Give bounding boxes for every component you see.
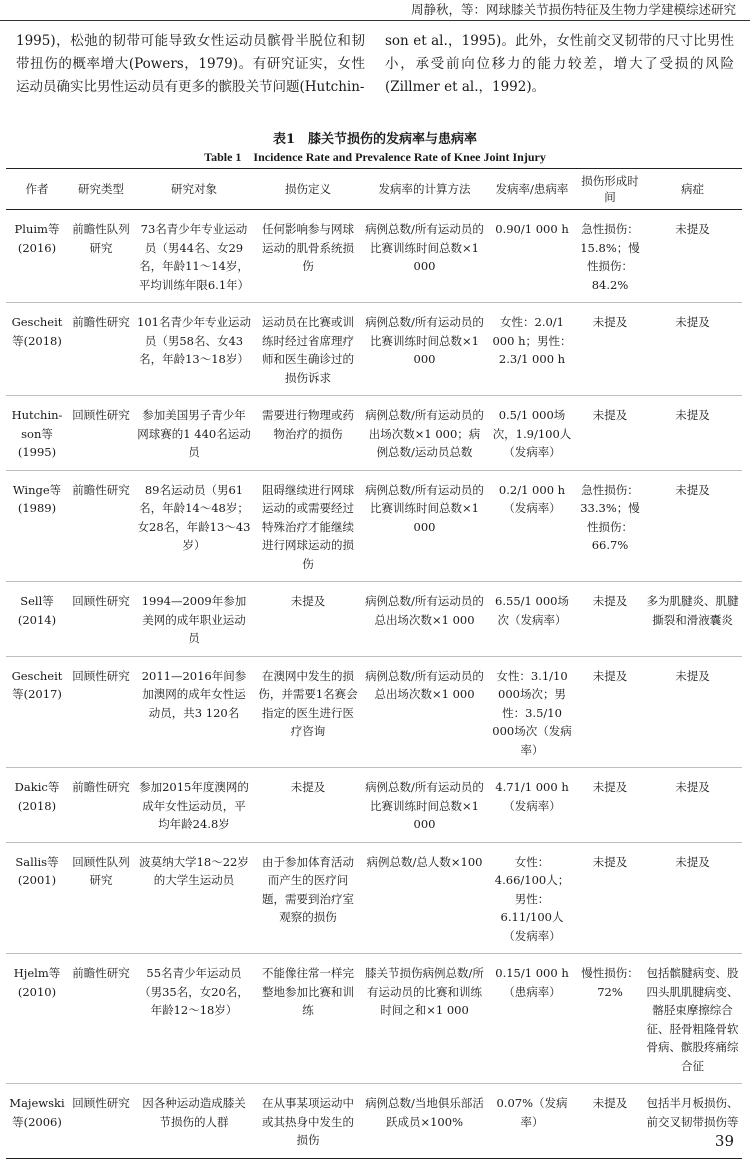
cell-condition: 未提及 xyxy=(643,470,742,582)
table-row xyxy=(6,954,742,1084)
running-header: 周静秋，等：网球膝关节损伤特征及生物力学建模综述研究 xyxy=(410,2,736,17)
cell-condition: 未提及 xyxy=(643,768,742,843)
cell-calculation-method: 病例总数/总人数×100 xyxy=(362,842,487,954)
cell-study-type: 回顾性研究 xyxy=(72,1096,130,1110)
cell-rate: 女性：3.1/10 000场次；男性：3.5/10 000场次（发病率） xyxy=(487,656,577,768)
cell-onset: 未提及 xyxy=(577,582,643,657)
cell-study-type: 回顾性研究 xyxy=(68,396,134,471)
cell-calculation-method: 病例总数/所有运动员的出场次数×1 000；病例总数/运动员总数 xyxy=(362,396,487,471)
cell-injury-definition: 在澳网中发生的损伤，并需要1名赛会指定的医生进行医疗咨询 xyxy=(254,656,362,768)
table-row xyxy=(6,303,742,396)
cell-calculation-method: 膝关节损伤病例总数/所有运动员的比赛和训练时间之和×1 000 xyxy=(362,954,487,1084)
cell-author: Hjelm等(2010) xyxy=(6,954,68,1084)
cell-rate: 4.71/1 000 h（发病率） xyxy=(487,768,577,843)
cell-calculation-method: 病例总数/所有运动员的比赛训练时间总数×1 000 xyxy=(362,768,487,843)
cell-author: Majewski等(2006) xyxy=(9,1096,65,1129)
cell-subjects: 因各种运动造成膝关节损伤的人群 xyxy=(142,1096,246,1129)
header-injury-definition: 损伤定义 xyxy=(254,169,362,210)
header-condition: 病症 xyxy=(643,169,742,210)
cell-study-type: 前瞻性研究 xyxy=(68,303,134,396)
cell-subjects: 73名青少年专业运动员（男44名、女29名，年龄11～14岁，平均训练年限6.1年） xyxy=(134,210,254,303)
header-author: 作者 xyxy=(6,169,68,210)
cell-calculation-method: 病例总数/所有运动员的比赛训练时间总数×1 000 xyxy=(362,210,487,303)
table-row xyxy=(6,582,742,657)
cell-rate: 6.55/1 000场次（发病率） xyxy=(487,582,577,657)
cell-condition: 未提及 xyxy=(643,303,742,396)
cell-subjects: 2011—2016年间参加澳网的成年女性运动员，共3 120名 xyxy=(134,656,254,768)
cell-rate: 0.5/1 000场次，1.9/100人（发病率） xyxy=(487,396,577,471)
cell-condition: 包括髌腱病变、股四头肌肌腱病变、髂胫束摩擦综合征、胫骨粗隆骨软骨病、髌股疼痛综合征 xyxy=(643,954,742,1084)
cell-injury-definition: 阻碍继续进行网球运动的或需要经过特殊治疗才能继续进行网球运动的损伤 xyxy=(254,470,362,582)
cell-onset: 未提及 xyxy=(577,768,643,843)
table-header-row xyxy=(6,169,742,210)
cell-calculation-method: 病例总数/所有运动员的比赛训练时间总数×1 000 xyxy=(362,303,487,396)
cell-author: Gescheit等(2018) xyxy=(6,303,68,396)
cell-subjects: 55名青少年运动员（男35名，女20名，年龄12～18岁） xyxy=(134,954,254,1084)
header-rate: 发病率/患病率 xyxy=(487,169,577,210)
cell-rate: 0.90/1 000 h xyxy=(487,210,577,303)
cell-onset: 慢性损伤：72% xyxy=(577,954,643,1084)
cell-onset: 未提及 xyxy=(577,396,643,471)
cell-subjects: 参加美国男子青少年网球赛的1 440名运动员 xyxy=(134,396,254,471)
cell-condition: 未提及 xyxy=(643,396,742,471)
cell-study-type: 前瞻性研究 xyxy=(68,768,134,843)
cell-injury-definition: 需要进行物理或药物治疗的损伤 xyxy=(254,396,362,471)
table-body xyxy=(6,210,742,1159)
cell-study-type: 回顾性研究 xyxy=(68,582,134,657)
table-row xyxy=(6,210,742,303)
cell-author: Gescheit等(2017) xyxy=(6,656,68,768)
cell-condition: 多为肌腱炎、肌腱撕裂和滑液囊炎 xyxy=(643,582,742,657)
cell-condition: 未提及 xyxy=(643,210,742,303)
cell-study-type: 前瞻性研究 xyxy=(68,954,134,1084)
cell-author: Pluim等(2016) xyxy=(6,210,68,303)
cell-calculation-method: 病例总数/所有运动员的比赛训练时间总数×1 000 xyxy=(362,470,487,582)
header-calculation-method: 发病率的计算方法 xyxy=(362,169,487,210)
table-title-en: Table 1 Incidence Rate and Prevalence Rate of Knee Joint Injury xyxy=(204,150,546,164)
cell-injury-definition: 在从事某项运动中或其热身中发生的损伤 xyxy=(262,1096,354,1147)
cell-author: Hutchin-son等(1995) xyxy=(6,396,68,471)
cell-onset: 急性损伤：15.8%；慢性损伤：84.2% xyxy=(577,210,643,303)
cell-rate: 女性：4.66/100人；男性：6.11/100人（发病率） xyxy=(487,842,577,954)
data-table xyxy=(6,168,742,1159)
header-subjects: 研究对象 xyxy=(134,169,254,210)
cell-subjects: 101名青少年专业运动员（男58名、女43名，年龄13～18岁） xyxy=(134,303,254,396)
cell-rate: 0.07%（发病率） xyxy=(496,1096,568,1129)
cell-condition: 未提及 xyxy=(643,656,742,768)
cell-condition: 包括半月板损伤、前交叉韧带损伤等 xyxy=(646,1096,739,1129)
cell-study-type: 回顾性研究 xyxy=(68,656,134,768)
cell-subjects: 参加2015年度澳网的成年女性运动员，平均年龄24.8岁 xyxy=(134,768,254,843)
cell-calculation-method: 病例总数/所有运动员的总出场次数×1 000 xyxy=(362,656,487,768)
cell-injury-definition: 运动员在比赛或训练时经过省席理疗师和医生确诊过的损伤诉求 xyxy=(254,303,362,396)
cell-calculation-method: 病例总数/当地俱乐部活跃成员×100% xyxy=(365,1096,484,1129)
cell-injury-definition: 由于参加体育活动而产生的医疗问题，需要到治疗室观察的损伤 xyxy=(254,842,362,954)
cell-subjects: 89名运动员（男61名，年龄14～48岁；女28名，年龄13～43岁） xyxy=(134,470,254,582)
cell-rate: 0.15/1 000 h（患病率） xyxy=(487,954,577,1084)
cell-author: Winge等(1989) xyxy=(6,470,68,582)
body-text-left-column: 1995)，松弛的韧带可能导致女性运动员髌骨半脱位和韧带扭伤的概率增大(Powers，1979)。有研究证实，女性运动员确实比男性运动员有更多的髌股关节问题(Hutchin- xyxy=(16,33,365,95)
cell-onset: 急性损伤：33.3%；慢性损伤：66.7% xyxy=(577,470,643,582)
cell-study-type: 前瞻性研究 xyxy=(68,470,134,582)
cell-onset: 未提及 xyxy=(577,656,643,768)
cell-rate: 女性：2.0/1 000 h；男性：2.3/1 000 h xyxy=(487,303,577,396)
cell-onset: 未提及 xyxy=(577,303,643,396)
table-row xyxy=(6,656,742,768)
cell-subjects: 波莫纳大学18～22岁的大学生运动员 xyxy=(134,842,254,954)
table-row xyxy=(6,470,742,582)
cell-onset: 未提及 xyxy=(592,1096,628,1110)
header-onset: 损伤形成时间 xyxy=(577,169,643,210)
cell-condition: 未提及 xyxy=(643,842,742,954)
cell-injury-definition: 未提及 xyxy=(254,582,362,657)
cell-injury-definition: 未提及 xyxy=(254,768,362,843)
cell-calculation-method: 病例总数/所有运动员的总出场次数×1 000 xyxy=(362,582,487,657)
page-number: 39 xyxy=(714,1132,734,1150)
table-title-zh: 表1 膝关节损伤的发病率与患病率 xyxy=(272,132,478,147)
body-text-right-column: son et al.，1995)。此外，女性前交叉韧带的尺寸比男性小，承受前向位移力的能力较差，增大了受损的风险(Zillmer et al.，1992)。 xyxy=(385,33,734,95)
cell-author: Sallis等(2001) xyxy=(6,842,68,954)
cell-onset: 未提及 xyxy=(577,842,643,954)
cell-subjects: 1994—2009年参加美网的成年职业运动员 xyxy=(134,582,254,657)
cell-author: Sell等(2014) xyxy=(6,582,68,657)
cell-injury-definition: 不能像往常一样完整地参加比赛和训练 xyxy=(254,954,362,1084)
header-study-type: 研究类型 xyxy=(68,169,134,210)
table-row xyxy=(6,842,742,954)
table-row xyxy=(6,396,742,471)
body-text xyxy=(16,30,734,99)
cell-author: Dakic等(2018) xyxy=(6,768,68,843)
cell-study-type: 回顾性队列研究 xyxy=(68,842,134,954)
header-divider xyxy=(0,20,750,21)
cell-rate: 0.2/1 000 h（发病率） xyxy=(487,470,577,582)
cell-injury-definition: 任何影响参与网球运动的肌骨系统损伤 xyxy=(254,210,362,303)
table-row xyxy=(6,1084,742,1159)
cell-study-type: 前瞻性队列研究 xyxy=(68,210,134,303)
table-row xyxy=(6,768,742,843)
